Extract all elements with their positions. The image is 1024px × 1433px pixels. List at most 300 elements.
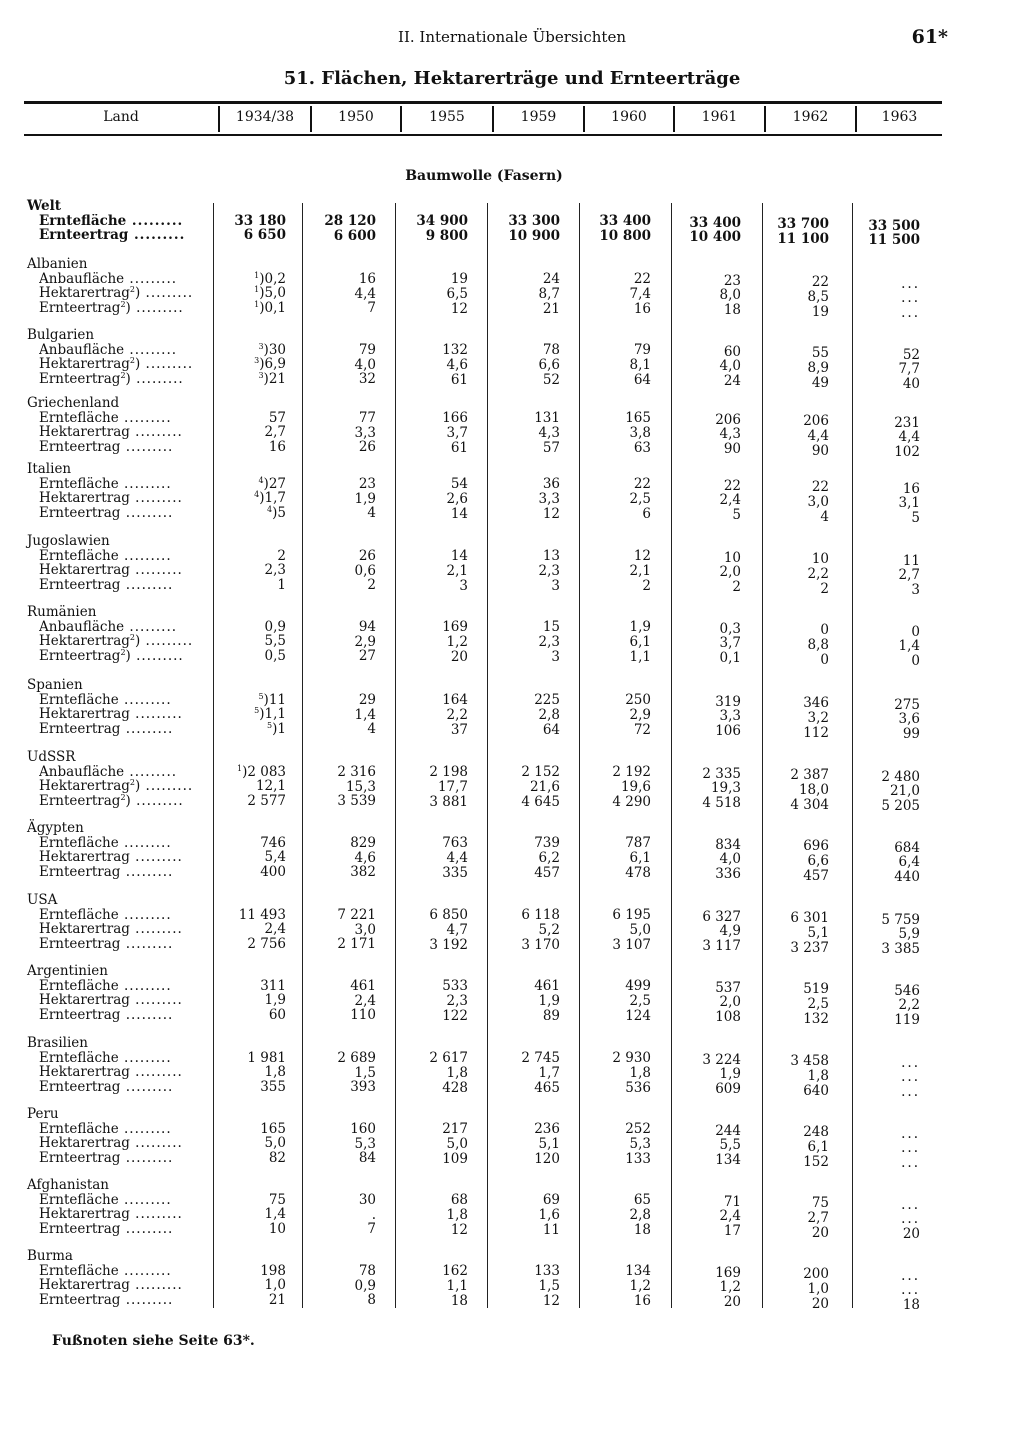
metric-label: Erntefläche ......... [39, 978, 172, 994]
metric-label: Hektarertrag$^2$) ......... [39, 779, 194, 795]
metric-label: Ernteertrag ......... [39, 937, 174, 953]
table-cell: 106 [715, 723, 741, 740]
table-cell: 2 192 [612, 764, 651, 781]
metric-label: Hektarertrag ......... [39, 922, 183, 938]
table-cell: ... [901, 1069, 920, 1086]
country-name: Griechenland [27, 395, 120, 411]
metric-label: Ernteertrag ......... [39, 722, 174, 738]
country-name: Afghanistan [27, 1177, 110, 1193]
table-cell: 5 [732, 507, 741, 524]
table-cell: 4 304 [790, 796, 829, 813]
table-cell: 2 152 [521, 764, 560, 781]
leader-dots: ......... [130, 301, 184, 317]
table-cell: ... [901, 1282, 920, 1299]
table-cell: 10 800 [599, 228, 651, 245]
table-cell: 1,0 [807, 1280, 829, 1297]
table-cell: 1 981 [247, 1049, 286, 1066]
table-cell: 131 [534, 410, 560, 427]
table-cell: 2,5 [629, 491, 651, 508]
table-cell: 160 [350, 1120, 376, 1137]
table-cell: 57 [268, 409, 286, 426]
table-cell: 12 [450, 1221, 468, 1238]
table-cell: 7,4 [629, 286, 651, 303]
table-cell: 12,1 [255, 778, 286, 795]
table-cell: 428 [442, 1079, 468, 1096]
table-cell: $^1$)0,2 [254, 270, 286, 287]
leader-dots: ......... [129, 563, 183, 579]
table-cell: $^3$)30 [258, 341, 286, 358]
table-cell: 0 [911, 653, 920, 670]
leader-dots: ......... [118, 1121, 172, 1137]
table-cell: 3,7 [446, 424, 468, 441]
table-cell: 18 [633, 1221, 651, 1238]
table-cell: 1,7 [538, 1064, 560, 1081]
table-cell: 0,9 [354, 1277, 376, 1294]
table-cell: 5,0 [264, 1135, 286, 1152]
leader-dots: ......... [130, 649, 184, 665]
table-cell: 12 [542, 1292, 560, 1309]
leader-dots: ......... [118, 410, 172, 426]
table-cell: 23 [358, 475, 376, 492]
leader-dots: ......... [129, 425, 183, 441]
metric-label: Erntefläche ......... [39, 692, 172, 708]
table-cell: 2 335 [702, 765, 741, 782]
table-cell: 5,3 [629, 1136, 651, 1153]
table-cell: 252 [625, 1121, 651, 1138]
table-cell: 7 [367, 300, 376, 317]
table-cell: 12 [450, 300, 468, 317]
table-cell: 12 [542, 505, 560, 522]
table-cell: 2,9 [629, 707, 651, 724]
leader-dots: ......... [120, 1080, 174, 1096]
metric-label: Ernteertrag$^2$) ......... [39, 794, 184, 810]
table-cell: 119 [894, 1012, 920, 1029]
table-cell: 3 [551, 577, 560, 594]
table-cell: 21 [542, 300, 560, 317]
metric-label: Ernteertrag ......... [39, 1080, 174, 1096]
table-cell: 2,4 [264, 921, 286, 938]
metric-label: Ernteertrag$^2$) ......... [39, 372, 184, 388]
table-cell: 169 [442, 618, 468, 635]
table-cell: 2,4 [719, 492, 741, 509]
table-cell: 24 [542, 271, 560, 288]
table-cell: 10 [268, 1221, 286, 1238]
table-cell: 5,9 [898, 926, 920, 943]
metric-label: Ernteertrag ......... [39, 1008, 174, 1024]
table-cell: 3 224 [702, 1051, 741, 1068]
table-cell: 2,7 [807, 1209, 829, 1226]
table-cell: 84 [358, 1150, 376, 1167]
table-cell: 457 [534, 864, 560, 881]
table-cell: 19,6 [620, 779, 651, 796]
table-cell: 52 [902, 346, 920, 363]
table-cell: 519 [803, 981, 829, 997]
leader-dots: ......... [120, 506, 174, 522]
table-cell: 336 [715, 866, 741, 883]
table-cell: 68 [450, 1191, 468, 1208]
table-cell: ... [901, 1211, 920, 1228]
table-cell: 23 [723, 272, 741, 289]
table-cell: 1,8 [264, 1064, 286, 1081]
leader-dots: ......... [128, 228, 186, 244]
table-cell: 1,9 [719, 1066, 741, 1083]
table-cell: 4 645 [521, 793, 560, 810]
country-name: Italien [27, 461, 72, 477]
column-header-year: 1959 [492, 106, 583, 132]
table-cell: 24 [723, 373, 741, 390]
table-cell: 110 [350, 1007, 376, 1024]
table-cell: 5 205 [881, 798, 920, 815]
table-cell: 162 [442, 1262, 468, 1279]
table-cell: 275 [894, 696, 920, 713]
table-cell: 57 [542, 439, 560, 456]
table-cell: 3,2 [807, 709, 829, 726]
leader-dots: ......... [124, 619, 178, 635]
table-cell: 6,4 [898, 854, 920, 871]
table-cell: 4,4 [446, 849, 468, 866]
table-cell: 382 [350, 864, 376, 881]
metric-label: Erntefläche ......... [39, 1192, 172, 1208]
table-cell: 4,4 [354, 285, 376, 302]
table-cell: $^5$)11 [258, 691, 286, 708]
table-cell: 102 [894, 444, 920, 461]
table-cell: 2,4 [354, 992, 376, 1009]
table-cell: 2,2 [807, 565, 829, 582]
table-cell: 2,0 [719, 994, 741, 1011]
table-cell: 10 [723, 549, 741, 566]
metric-label: Ernteertrag ......... [39, 1293, 174, 1309]
table-cell: 0,1 [719, 650, 741, 667]
table-cell: 63 [633, 439, 651, 456]
table-cell: 11 [542, 1221, 560, 1238]
table-cell: 124 [625, 1007, 651, 1024]
table-cell: $^3$)6,9 [254, 356, 286, 373]
metric-label: Hektarertrag$^2$) ......... [39, 634, 194, 650]
table-cell: 17 [723, 1223, 741, 1240]
table-cell: 75 [811, 1195, 829, 1211]
table-cell: 6 118 [521, 907, 560, 924]
table-cell: 2,6 [446, 490, 468, 507]
table-cell: 2,3 [446, 992, 468, 1009]
country-name: Brasilien [27, 1035, 88, 1051]
table-cell: 1,9 [538, 992, 560, 1009]
table-cell: 1,2 [629, 1278, 651, 1295]
table-cell: 15,3 [345, 778, 376, 795]
table-cell: 6 195 [612, 907, 651, 924]
table-cell: 4,0 [719, 358, 741, 375]
table-cell: 3 [459, 577, 468, 594]
table-cell: 3 117 [702, 938, 741, 955]
table-cell: 461 [534, 978, 560, 995]
table-cell: 30 [358, 1191, 376, 1208]
table-cell: 3,3 [538, 490, 560, 507]
table-cell: 8,9 [807, 359, 829, 376]
table-cell: 0,9 [264, 618, 286, 635]
table-cell: 64 [633, 371, 651, 388]
leader-dots: ......... [140, 357, 194, 373]
table-cell: ... [901, 1054, 920, 1071]
leader-dots: ......... [120, 865, 174, 881]
table-cell: 4,3 [538, 424, 560, 441]
metric-label: Hektarertrag ......... [39, 563, 183, 579]
table-cell: 2 316 [337, 763, 376, 780]
page-number: 61* [911, 26, 948, 48]
table-cell: 2,3 [264, 562, 286, 579]
table-cell: 5,0 [629, 922, 651, 939]
table-cell: 33 400 [689, 214, 741, 231]
table-cell: 75 [268, 1191, 286, 1208]
table-cell: 200 [803, 1266, 829, 1282]
table-cell: 1,9 [354, 490, 376, 507]
table-cell: 2 [820, 580, 829, 597]
metric-label: Erntefläche ......... [39, 1050, 172, 1066]
leader-dots: ......... [120, 578, 174, 594]
table-cell: ... [901, 1267, 920, 1284]
table-cell: 8,5 [807, 288, 829, 305]
table-cell: 10 [811, 551, 829, 567]
leader-dots: ......... [120, 1222, 174, 1238]
table-cell: 26 [358, 547, 376, 564]
table-cell: 3 107 [612, 936, 651, 953]
table-cell: 134 [715, 1152, 741, 1169]
table-cell: 3,3 [719, 708, 741, 725]
table-cell: 2 689 [337, 1049, 376, 1066]
table-cell: 120 [534, 1150, 560, 1167]
table-cell: 99 [902, 726, 920, 743]
table-cell: 21,6 [529, 778, 560, 795]
table-cell: 89 [542, 1007, 560, 1024]
country-name: Albanien [27, 256, 88, 272]
table-cell: 2 745 [521, 1050, 560, 1067]
leader-dots: ......... [118, 1050, 172, 1066]
table-cell: 440 [894, 869, 920, 886]
table-cell: 834 [715, 836, 741, 853]
leader-dots: ......... [124, 271, 178, 287]
table-cell: 400 [260, 864, 286, 881]
metric-label: Hektarertrag ......... [39, 425, 183, 441]
table-cell: ... [901, 275, 920, 292]
table-cell: 52 [542, 371, 560, 388]
country-name: Ägypten [27, 820, 84, 836]
metric-label: Ernteertrag ......... [39, 506, 174, 522]
table-cell: . [371, 1206, 376, 1223]
table-cell: 79 [633, 342, 651, 359]
header-rule-top [24, 101, 942, 104]
table-cell: 4 [820, 508, 829, 525]
table-cell: 3 458 [790, 1053, 829, 1069]
metric-label: Hektarertrag ......... [39, 1278, 183, 1294]
table-cell: 15 [542, 619, 560, 636]
table-cell: 2,5 [807, 995, 829, 1012]
table-cell: 61 [450, 439, 468, 456]
metric-label: Erntefläche ......... [39, 476, 172, 492]
table-cell: 40 [902, 376, 920, 393]
table-cell: 26 [358, 439, 376, 456]
table-cell: 499 [625, 978, 651, 995]
table-cell: 3 237 [790, 939, 829, 956]
table-cell: 54 [450, 475, 468, 492]
table-cell: 231 [894, 414, 920, 431]
table-cell: 36 [542, 476, 560, 493]
table-cell: 461 [350, 977, 376, 994]
table-cell: 3 [551, 648, 560, 665]
table-cell: ... [901, 1084, 920, 1101]
table-cell: 0 [911, 623, 920, 640]
leader-dots: ......... [120, 937, 174, 953]
table-cell: 8,7 [538, 285, 560, 302]
table-cell: 2,3 [538, 633, 560, 650]
table-cell: 77 [358, 409, 376, 426]
table-cell: 217 [442, 1120, 468, 1137]
leader-dots: ......... [140, 286, 194, 302]
column-header-land: Land [103, 109, 139, 125]
table-cell: 5,0 [446, 1135, 468, 1152]
table-cell: 11 493 [238, 906, 286, 923]
table-cell: 4,0 [719, 851, 741, 868]
table-cell: 3 385 [881, 941, 920, 958]
table-cell: 8,1 [629, 357, 651, 374]
table-cell: 6,5 [446, 285, 468, 302]
table-cell: 1,8 [807, 1067, 829, 1084]
column-header-year: 1963 [855, 106, 942, 132]
table-cell: 4 [367, 721, 376, 738]
table-cell: 165 [260, 1120, 286, 1137]
table-cell: 6 327 [702, 908, 741, 925]
metric-label: Hektarertrag ......... [39, 1207, 183, 1223]
leader-dots: ......... [129, 491, 183, 507]
metric-label: Erntefläche ......... [39, 213, 184, 229]
table-cell: $^4$)1,7 [254, 490, 286, 507]
table-cell: 133 [625, 1150, 651, 1167]
table-cell: 2,0 [719, 564, 741, 581]
table-cell: 6 650 [243, 227, 286, 244]
table-cell: 20 [811, 1295, 829, 1312]
table-cell: 457 [803, 867, 829, 884]
table-cell: 4 290 [612, 793, 651, 810]
leader-dots: ......... [118, 692, 172, 708]
metric-label: Anbaufläche ......... [39, 619, 178, 635]
table-cell: 33 500 [868, 217, 920, 234]
table-cell: 250 [625, 692, 651, 709]
table-cell: 2,8 [538, 706, 560, 723]
table-cell: 2,1 [629, 563, 651, 580]
table-cell: 2 [642, 577, 651, 594]
table-cell: 4 518 [702, 795, 741, 812]
table-cell: 1,2 [719, 1279, 741, 1296]
table-cell: 829 [350, 834, 376, 851]
table-cell: 5 759 [881, 911, 920, 928]
table-cell: $^3$)21 [258, 371, 286, 388]
table-cell: 109 [442, 1150, 468, 1167]
table-cell: 166 [442, 409, 468, 426]
table-cell: 90 [811, 442, 829, 459]
table-cell: 71 [723, 1193, 741, 1210]
table-cell: 11 500 [868, 232, 920, 249]
metric-label: Erntefläche ......... [39, 907, 172, 923]
table-cell: 2,9 [354, 633, 376, 650]
table-cell: 19 [811, 303, 829, 320]
country-name: Spanien [27, 677, 83, 693]
table-cell: 14 [450, 505, 468, 522]
leader-dots: ......... [140, 779, 194, 795]
metric-label: Ernteertrag$^2$) ......... [39, 301, 184, 317]
table-cell: 20 [902, 1226, 920, 1243]
metric-label: Ernteertrag ......... [39, 1151, 174, 1167]
table-cell: 27 [358, 648, 376, 665]
table-cell: 2 577 [247, 793, 286, 810]
table-cell: 78 [542, 342, 560, 359]
leader-dots: ......... [124, 342, 178, 358]
table-cell: 1,5 [538, 1277, 560, 1294]
table-cell: 684 [894, 839, 920, 856]
leader-dots: ......... [129, 1207, 183, 1223]
leader-dots: ......... [129, 993, 183, 1009]
table-cell: 3 539 [337, 793, 376, 810]
table-cell: 311 [260, 977, 286, 994]
table-cell: 90 [723, 441, 741, 458]
table-cell: 10 900 [508, 227, 560, 244]
metric-label: Ernteertrag$^2$) ......... [39, 649, 184, 665]
table-cell: 4,6 [446, 356, 468, 373]
table-cell: 763 [442, 834, 468, 851]
column-header-year: 1934/38 [218, 106, 310, 132]
table-cell: 69 [542, 1192, 560, 1209]
table-cell: 3 192 [429, 936, 468, 953]
table-cell: 1,2 [446, 633, 468, 650]
table-cell: 1,0 [264, 1277, 286, 1294]
table-cell: 152 [803, 1153, 829, 1170]
country-name: UdSSR [27, 749, 76, 765]
table-cell: 2 [277, 547, 286, 564]
table-cell: 393 [350, 1079, 376, 1096]
leader-dots: ......... [140, 634, 194, 650]
table-cell: 7 221 [337, 906, 376, 923]
table-cell: 4,4 [898, 429, 920, 446]
metric-label: Hektarertrag ......... [39, 993, 183, 1009]
country-name: Jugoslawien [27, 533, 110, 549]
table-cell: ... [901, 305, 920, 322]
table-cell: 2 387 [790, 767, 829, 783]
table-cell: 22 [811, 274, 829, 290]
table-cell: 3,3 [354, 424, 376, 441]
table-cell: 2 480 [881, 768, 920, 785]
country-name: Rumänien [27, 604, 97, 620]
column-header-year: 1955 [400, 106, 492, 132]
table-cell: 1,5 [354, 1064, 376, 1081]
table-cell: 1,1 [446, 1277, 468, 1294]
leader-dots: ......... [118, 978, 172, 994]
table-cell: 6 301 [790, 910, 829, 926]
table-cell: 1,4 [264, 1206, 286, 1223]
table-cell: 206 [803, 413, 829, 429]
table-cell: 22 [633, 476, 651, 493]
leader-dots: ......... [120, 1008, 174, 1024]
table-cell: 3,0 [807, 493, 829, 510]
country-name: USA [27, 892, 58, 908]
table-cell: 28 120 [324, 212, 376, 229]
country-name: Bulgarien [27, 327, 95, 343]
table-cell: 2 617 [429, 1049, 468, 1066]
table-cell: 4,4 [807, 427, 829, 444]
table-cell: 1 [277, 577, 286, 594]
table-cell: 164 [442, 691, 468, 708]
table-cell: 7 [367, 1221, 376, 1238]
table-cell: 22 [811, 479, 829, 495]
table-cell: 319 [715, 693, 741, 710]
metric-label: Hektarertrag ......... [39, 491, 183, 507]
metric-label: Erntefläche ......... [39, 1121, 172, 1137]
table-cell: 1,8 [446, 1064, 468, 1081]
